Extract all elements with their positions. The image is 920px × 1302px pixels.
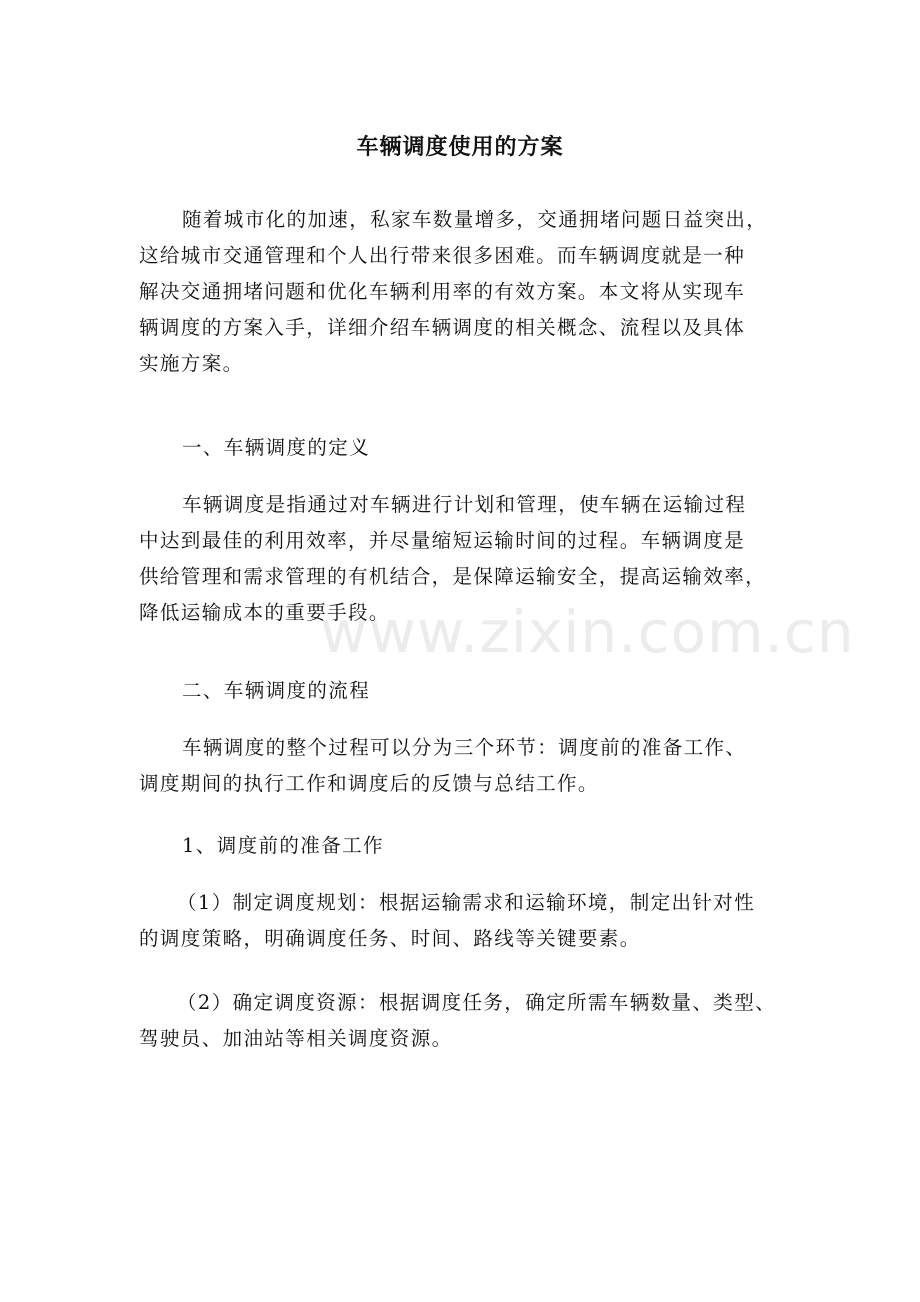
text-line: （1）制定调度规划：根据运输需求和运输环境，制定出针对性	[177, 891, 756, 914]
text-line: 驾驶员、加油站等相关调度资源。	[139, 1027, 453, 1050]
text-line: 供给管理和需求管理的有机结合，是保障运输安全，提高运输效率，	[139, 565, 767, 588]
heading-text: 一、车辆调度的定义	[182, 436, 371, 459]
item-paragraph-2	[139, 985, 799, 1057]
section-heading-process	[139, 673, 799, 709]
document-title: 车辆调度使用的方案	[356, 135, 564, 160]
item-paragraph-1	[139, 885, 799, 957]
text-line: （2）确定调度资源：根据调度任务，确定所需车辆数量、类型、	[177, 991, 777, 1014]
text-line: 随着城市化的加速，私家车数量增多，交通拥堵问题日益突出，	[182, 208, 768, 231]
text-line: 这给城市交通管理和个人出行带来很多困难。而车辆调度就是一种	[139, 244, 746, 267]
definition-paragraph	[139, 487, 799, 631]
text-line: 车辆调度是指通过对车辆进行计划和管理，使车辆在运输过程	[182, 493, 747, 516]
process-paragraph	[139, 730, 799, 802]
text-line: 的调度策略，明确调度任务、时间、路线等关键要素。	[139, 927, 641, 950]
text-line: 解决交通拥堵问题和优化车辆利用率的有效方案。本文将从实现车	[139, 280, 746, 303]
text-line: 车辆调度的整个过程可以分为三个环节：调度前的准备工作、	[182, 736, 747, 759]
text-line: 实施方案。	[139, 352, 244, 375]
text-line: 降低运输成本的重要手段。	[139, 601, 390, 624]
text-line: 调度期间的执行工作和调度后的反馈与总结工作。	[139, 772, 599, 795]
text-line: 辆调度的方案入手，详细介绍车辆调度的相关概念、流程以及具体	[139, 316, 746, 339]
watermark: www.zixin.com.cn	[320, 598, 855, 666]
heading-text: 二、车辆调度的流程	[182, 679, 371, 702]
subsection-heading-preparation	[139, 828, 799, 864]
heading-text: 1、调度前的准备工作	[182, 834, 384, 857]
intro-paragraph	[139, 202, 799, 382]
section-heading-definition	[139, 430, 799, 466]
text-line: 中达到最佳的利用效率，并尽量缩短运输时间的过程。车辆调度是	[139, 529, 746, 552]
